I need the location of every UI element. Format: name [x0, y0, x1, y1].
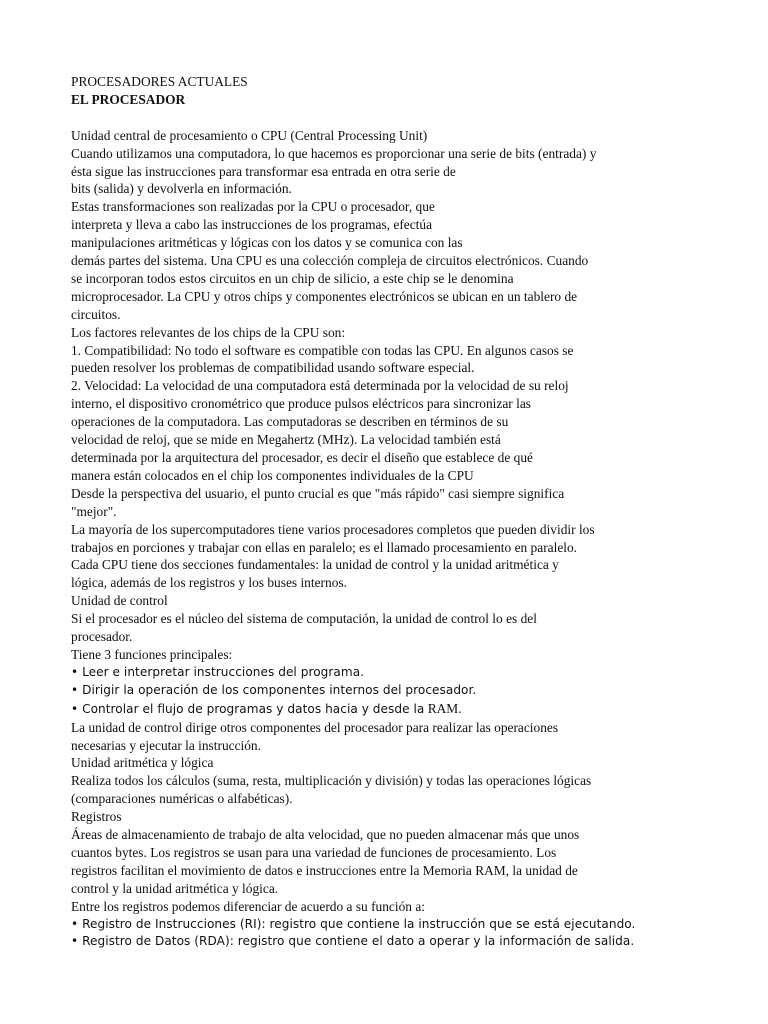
text-line: Los factores relevantes de los chips de la CPU son:: [71, 324, 346, 340]
text-line: lógica, además de los registros y los buses internos.: [71, 575, 347, 591]
text-line: pueden resolver los problemas de compatibilidad usando software especial.: [71, 360, 475, 376]
text-line: interpreta y lleva a cabo las instrucciones de los programas, efectúa: [71, 217, 433, 233]
text-line: control y la unidad aritmética y lógica.: [71, 880, 279, 896]
text-line: trabajos en porciones y trabajar con ellas en paralelo; es el llamado procesamiento en paralelo.: [71, 539, 578, 555]
bullet-item: • Leer e interpretar instrucciones del programa.: [71, 664, 365, 679]
text-line: cuantos bytes. Los registros se usan para una variedad de funciones de procesamiento. Los: [71, 844, 557, 860]
text-line: interno, el dispositivo cronométrico que produce pulsos eléctricos para sincronizar las: [71, 396, 531, 412]
document-page: [71, 73, 671, 951]
text-line: 1. Compatibilidad: No todo el software es compatible con todas las CPU. En algunos casos se: [71, 342, 574, 358]
document-title: EL PROCESADOR: [71, 91, 186, 107]
text-line: circuitos.: [71, 306, 121, 322]
text-line: Realiza todos los cálculos (suma, resta, multiplicación y división) y todas las operaciones lógicas: [71, 773, 592, 789]
text-line: 2. Velocidad: La velocidad de una computadora está determinada por la velocidad de su reloj: [71, 378, 569, 394]
text-line: manipulaciones aritméticas y lógicas con los datos y se comunica con las: [71, 235, 463, 251]
text-line: Cada CPU tiene dos secciones fundamentales: la unidad de control y la unidad aritmética y: [71, 557, 559, 573]
text-line: necesarias y ejecutar la instrucción.: [71, 737, 261, 753]
bullet-item-text: • Controlar el flujo de programas y datos hacia y desde la: [71, 701, 425, 716]
text-line: Tiene 3 funciones principales:: [71, 646, 233, 662]
text-line: Registros: [71, 809, 122, 825]
text-line: Desde la perspectiva del usuario, el punto crucial es que "más rápido" casi siempre significa: [71, 485, 565, 501]
text-line: La unidad de control dirige otros componentes del procesador para realizar las operaciones: [71, 719, 559, 735]
document-section-heading: PROCESADORES ACTUALES: [71, 74, 248, 89]
text-line: velocidad de reloj, que se mide en Megahertz (MHz). La velocidad también está: [71, 432, 501, 448]
text-line: Si el procesador es el núcleo del sistema de computación, la unidad de control lo es del: [71, 611, 537, 627]
text-line: ésta sigue las instrucciones para transformar esa entrada en otra serie de: [71, 163, 456, 179]
bullet-item-text-tail: RAM.: [424, 700, 462, 716]
text-line: Entre los registros podemos diferenciar de acuerdo a su función a:: [71, 898, 425, 914]
bullet-item: • Registro de Instrucciones (RI): registro que contiene la instrucción que se está ejecutando.: [71, 916, 636, 931]
text-line: demás partes del sistema. Una CPU es una colección compleja de circuitos electrónicos. Cuando: [71, 253, 589, 269]
text-line: Cuando utilizamos una computadora, lo que hacemos es proporcionar una serie de bits (entrada) y: [71, 145, 597, 161]
text-line: Unidad de control: [71, 593, 168, 609]
text-line: determinada por la arquitectura del procesador, es decir el diseño que establece de qué: [71, 450, 533, 466]
text-line: "mejor".: [71, 503, 117, 519]
text-line: bits (salida) y devolverla en información.: [71, 181, 292, 197]
text-line: operaciones de la computadora. Las computadoras se describen en términos de su: [71, 414, 509, 430]
text-line: Unidad central de procesamiento o CPU (Central Processing Unit): [71, 127, 428, 143]
text-line: se incorporan todos estos circuitos en un chip de silicio, a este chip se le denomina: [71, 270, 514, 286]
text-line: La mayoría de los supercomputadores tiene varios procesadores completos que pueden dividir los: [71, 521, 595, 537]
text-line: Estas transformaciones son realizadas por la CPU o procesador, que: [71, 199, 435, 215]
bullet-item: • Dirigir la operación de los componentes internos del procesador.: [71, 682, 477, 697]
text-line: Unidad aritmética y lógica: [71, 755, 214, 771]
bullet-item: • Registro de Datos (RDA): registro que contiene el dato a operar y la información de salida.: [71, 934, 635, 949]
text-line: procesador.: [71, 629, 133, 645]
text-line: microprocesador. La CPU y otros chips y componentes electrónicos se ubican en un tablero de: [71, 288, 578, 304]
text-line: manera están colocados en el chip los componentes individuales de la CPU: [71, 467, 474, 483]
bullet-item: [71, 700, 671, 719]
document-body: [71, 127, 671, 952]
text-line: Áreas de almacenamiento de trabajo de alta velocidad, que no pueden almacenar más que unos: [71, 827, 580, 843]
blank-line: [71, 109, 671, 127]
text-line: (comparaciones numéricas o alfabéticas).: [71, 791, 293, 807]
text-line: registros facilitan el movimiento de datos e instrucciones entre la Memoria RAM, la unidad de: [71, 862, 578, 878]
